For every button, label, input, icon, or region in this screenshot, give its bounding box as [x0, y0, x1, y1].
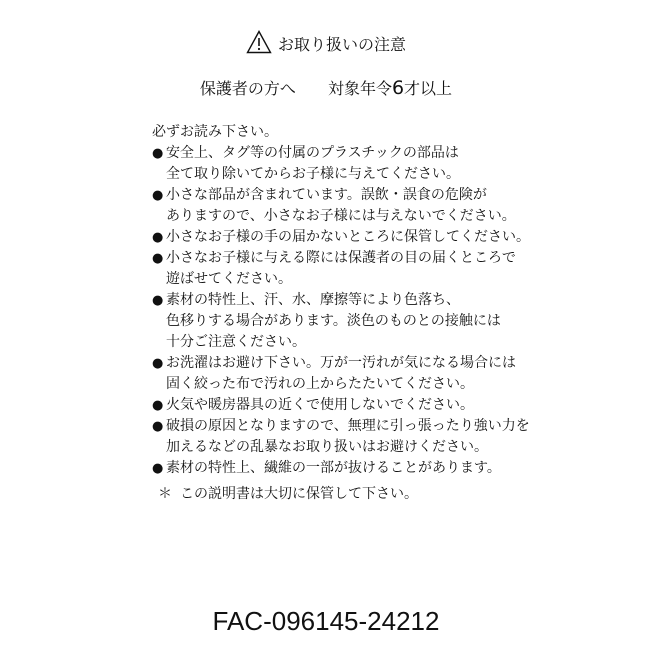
audience-line [0, 78, 652, 99]
caution-item [152, 248, 542, 290]
caution-item [152, 458, 542, 479]
caution-item-line: 火気や暖房器具の近くで使用しないでください。 [166, 397, 474, 413]
bullet-dot: ● [152, 419, 164, 434]
caution-item-line: 安全上、タグ等の付属のプラスチックの部品は [166, 145, 459, 161]
product-code: FAC-096145-24212 [212, 606, 440, 636]
age-number: 6 [391, 77, 405, 99]
caution-item-line: 遊ばせてください。 [166, 271, 292, 287]
caution-item-line: 全て取り除いてからお子様に与えてください。 [166, 166, 460, 182]
caution-item [152, 227, 542, 248]
bullet-dot: ● [152, 461, 164, 476]
caution-item [152, 395, 542, 416]
audience-label: 保護者の方へ [199, 79, 296, 98]
bullet-dot: ● [152, 230, 164, 245]
note-text: この説明書は大切に保管して下さい。 [180, 486, 418, 502]
age-suffix: 才以上 [404, 79, 453, 98]
caution-title: お取り扱いの注意 [277, 35, 406, 54]
caution-item-line: 固く絞った布で汚れの上からたたいてください。 [166, 376, 474, 392]
caution-item [152, 290, 542, 353]
bullet-dot: ● [152, 398, 164, 413]
note-asterisk: ＊ [158, 486, 172, 502]
bullet-dot: ● [152, 146, 164, 161]
caution-item-line: お洗濯はお避け下さい。万が一汚れが気になる場合には [166, 355, 516, 371]
caution-item [152, 143, 542, 185]
caution-header [0, 30, 652, 55]
caution-list [152, 143, 542, 479]
caution-item-line: 素材の特性上、汗、水、摩擦等により色落ち、 [166, 292, 460, 308]
bullet-dot: ● [152, 251, 164, 266]
age-prefix: 対象年令 [327, 79, 392, 98]
bullet-dot: ● [152, 188, 164, 203]
keep-manual-note [158, 484, 418, 504]
caution-item-line: 破損の原因となりますので、無理に引っ張ったり強い力を [166, 418, 530, 434]
caution-item-line: 加えるなどの乱暴なお取り扱いはお避けください。 [166, 439, 488, 455]
caution-item [152, 353, 542, 395]
caution-item-line: 十分ご注意ください。 [166, 334, 306, 350]
intro-text: 必ずお読み下さい。 [152, 124, 278, 140]
caution-item-line: ありますので、小さなお子様には与えないでください。 [166, 208, 516, 224]
caution-body [152, 122, 542, 479]
caution-item-line: 小さな部品が含まれています。誤飲・誤食の危険が [166, 187, 487, 203]
caution-item [152, 185, 542, 227]
caution-item-line: 色移りする場合があります。淡色のものとの接触には [166, 313, 501, 329]
bullet-dot: ● [152, 356, 164, 371]
bullet-dot: ● [152, 293, 164, 308]
caution-item-line: 小さなお子様の手の届かないところに保管してください。 [166, 229, 530, 245]
warning-triangle-icon [246, 30, 272, 54]
caution-item-line: 小さなお子様に与える際には保護者の目の届くところで [166, 250, 516, 266]
caution-item-line: 素材の特性上、繊維の一部が抜けることがあります。 [166, 460, 501, 476]
caution-item [152, 416, 542, 458]
